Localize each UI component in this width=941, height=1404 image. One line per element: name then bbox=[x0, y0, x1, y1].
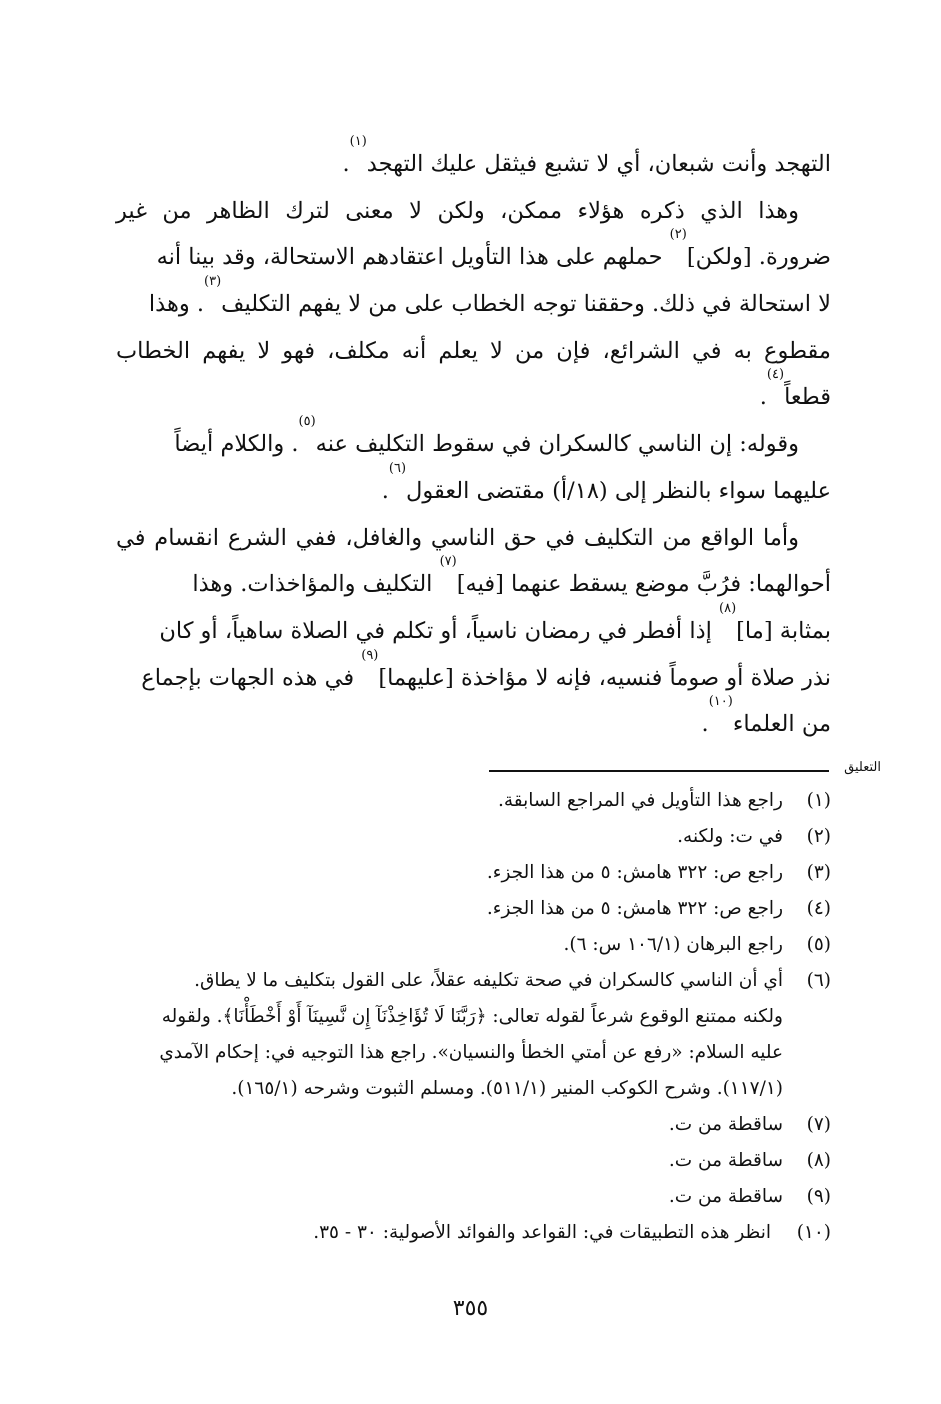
footnote-text: (١١٧/١). وشرح الكوكب المنير (٥١١/١). ومسلم الثبوت وشرحه (١٦٥/١). bbox=[231, 1078, 783, 1099]
text-segment: . bbox=[381, 477, 389, 504]
footnote-text: راجع هذا التأويل في المراجع السابقة. bbox=[497, 790, 783, 811]
text-line bbox=[116, 516, 831, 563]
footnote-marker[interactable]: (٧) bbox=[439, 554, 457, 570]
footnote-heading: التعليق bbox=[844, 760, 881, 775]
footnote-text: عليه السلام: «رفع عن أمتي الخطأ والنسيان». راجع هذا التوجيه في: إحكام الآمدي bbox=[159, 1042, 783, 1063]
footnote-marker[interactable]: (٣) bbox=[204, 274, 222, 290]
footnote-number: (٦) bbox=[806, 970, 831, 991]
footnote-text: ساقطة من ت. bbox=[668, 1150, 783, 1171]
text-segment: أحوالهما: فرُبَّ موضع يسقط عنهما [فيه] bbox=[456, 571, 831, 598]
text-line bbox=[116, 134, 831, 189]
text-segment: بمثابة [ما] bbox=[736, 617, 831, 644]
footnote-continuation bbox=[116, 1071, 831, 1107]
footnote-continuation bbox=[116, 1035, 831, 1071]
footnote-item bbox=[116, 819, 831, 855]
footnote-item bbox=[116, 927, 831, 963]
footnote-marker[interactable]: (٤) bbox=[766, 367, 785, 383]
text-line bbox=[116, 274, 831, 329]
footnote-text: في ت: ولكنه. bbox=[677, 826, 783, 847]
text-line bbox=[116, 367, 831, 422]
divider-rule bbox=[489, 770, 829, 772]
text-segment: عليهما سواء بالنظر إلى (١٨/أ) مقتضى العقول bbox=[406, 477, 831, 504]
footnote-number: (١) bbox=[806, 790, 831, 811]
footnote-marker[interactable]: (٢) bbox=[669, 227, 687, 243]
text-segment: قطعاً bbox=[784, 384, 831, 411]
footnote-item bbox=[116, 1107, 831, 1143]
footnote-number: (٨) bbox=[806, 1150, 831, 1171]
text-segment: من العلماء bbox=[732, 711, 831, 738]
text-segment: في هذه الجهات بإجماع bbox=[141, 664, 362, 691]
footnote-item bbox=[116, 963, 831, 999]
text-segment: نذر صلاة أو صوماً فنسيه، فإنه لا مؤاخذة [عليهما] bbox=[378, 664, 831, 691]
text-segment: . وهذا bbox=[148, 291, 205, 318]
footnote-number: (٣) bbox=[806, 862, 831, 883]
footnote-number: (٩) bbox=[806, 1186, 831, 1207]
footnote-number: (٥) bbox=[806, 934, 831, 955]
text-segment: لا استحالة في ذلك. وحققنا توجه الخطاب على من لا يفهم التكليف bbox=[221, 291, 831, 318]
text-line bbox=[116, 189, 831, 236]
text-segment: التكليف والمؤاخذات. وهذا bbox=[192, 571, 440, 598]
footnote-marker[interactable]: (٨) bbox=[719, 600, 737, 616]
text-segment: مقطوع به في الشرائع، فإن من لا يعلم أنه مكلف، فهو لا يفهم الخطاب bbox=[116, 337, 831, 364]
text-segment: إذا أفطر في رمضان ناسياً، أو تكلم في الصلاة ساهياً، أو كان bbox=[159, 617, 719, 644]
main-text bbox=[116, 134, 831, 749]
text-segment: حملهم على هذا التأويل اعتقادهم الاستحالة، وقد بينا أنه bbox=[156, 244, 670, 271]
text-segment: التهجد وأنت شبعان، أي لا تشبع فيثقل عليك التهجد bbox=[366, 151, 831, 177]
footnote-text: راجع ص: ٣٢٢ هامش: ٥ من هذا الجزء. bbox=[486, 898, 783, 919]
text-line bbox=[116, 460, 831, 516]
text-line bbox=[116, 227, 831, 282]
footnote-number: (٢) bbox=[806, 826, 831, 847]
footnote-text: ساقطة من ت. bbox=[668, 1114, 783, 1135]
footnote-continuation bbox=[116, 999, 831, 1035]
text-line bbox=[116, 414, 831, 469]
footnote-text: ساقطة من ت. bbox=[668, 1186, 783, 1207]
page-number: ٣٥٥ bbox=[452, 1296, 489, 1321]
footnote-marker[interactable]: (٩) bbox=[361, 647, 379, 663]
footnote-marker[interactable]: (٥) bbox=[298, 414, 316, 430]
text-segment: . bbox=[759, 384, 767, 411]
text-segment: وقوله: إن الناسي كالسكران في سقوط التكليف عنه bbox=[315, 431, 799, 458]
footnote-item bbox=[116, 1143, 831, 1179]
footnote-number: (١٠) bbox=[796, 1222, 831, 1243]
footnote-text: انظر هذه التطبيقات في: القواعد والفوائد الأصولية: ٣٠ - ٣٥. bbox=[313, 1222, 771, 1243]
footnote-divider bbox=[461, 758, 881, 784]
footnote-text: أي أن الناسي كالسكران في صحة تكليفه عقلاً، على القول بتكليف ما لا يطاق. bbox=[194, 970, 783, 991]
text-line bbox=[116, 329, 831, 376]
footnote-text: ولكنه ممتنع الوقوع شرعاً لقوله تعالى: ﴿رَبَّنَا لَا تُؤَاخِذْنَآ إِن نَّسِينَآ أَوْ أَخْطَأْنَا﴾. ولقوله bbox=[161, 1006, 783, 1027]
text-segment: ضرورة. [ولكن] bbox=[686, 244, 831, 271]
text-segment: . bbox=[342, 151, 350, 177]
footnote-marker[interactable]: (١) bbox=[349, 134, 367, 149]
text-segment: . والكلام أيضاً bbox=[174, 431, 299, 458]
footnote-item bbox=[116, 891, 831, 927]
footnote-item bbox=[116, 1179, 831, 1215]
footnote-number: (٤) bbox=[806, 898, 831, 919]
footnote-marker[interactable]: (٦) bbox=[388, 460, 407, 476]
text-segment: وهذا الذي ذكره هؤلاء ممكن، ولكن لا معنى لترك الظاهر من غير bbox=[116, 197, 799, 224]
footnote-number: (٧) bbox=[806, 1114, 831, 1135]
footnote-text: راجع ص: ٣٢٢ هامش: ٥ من هذا الجزء. bbox=[486, 862, 783, 883]
footnote-item bbox=[116, 1215, 831, 1251]
footnote-item bbox=[116, 783, 831, 819]
footnote-text: راجع البرهان (١٠٦/١ س: ٦). bbox=[563, 934, 783, 955]
text-line bbox=[116, 600, 831, 656]
footnote-marker[interactable]: (١٠) bbox=[708, 694, 733, 710]
footnotes-list bbox=[116, 783, 831, 1251]
text-line bbox=[116, 694, 831, 749]
text-segment: . bbox=[701, 711, 709, 738]
footnote-item bbox=[116, 855, 831, 891]
text-segment: وأما الواقع من التكليف في حق الناسي والغافل، ففي الشرع انقسام في bbox=[116, 524, 799, 551]
